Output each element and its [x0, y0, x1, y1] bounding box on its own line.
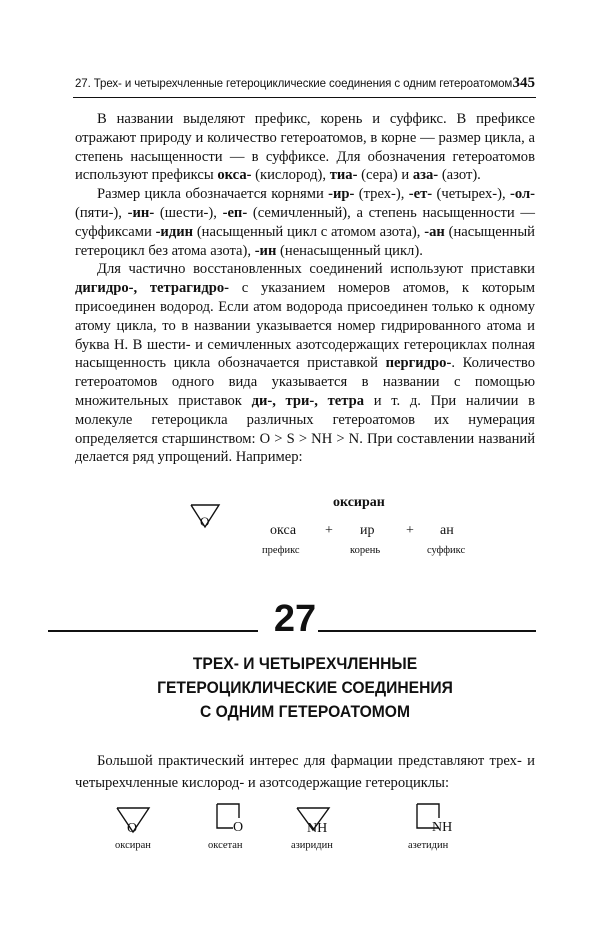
azetidine-atom: NH — [432, 820, 453, 835]
oxirane-name: оксиран — [115, 840, 151, 851]
paragraph-1: В названии выделяют префикс, корень и суффикс. В префиксе отражают природу и количество гетероатомов, в корне — размер цикла, а степень насыщенности — в суффиксе. Для обозначения гетероатомов используют префиксы окса- (кислород), тиа- (сера) и аза- (азот). — [75, 111, 535, 184]
heterocycle-structures — [95, 800, 535, 860]
role-root: корень — [350, 545, 381, 556]
chapter-rule-right — [318, 630, 536, 632]
example-plus-2: + — [406, 523, 414, 538]
chapter-number: 27 — [273, 598, 317, 640]
chapter-heading — [0, 600, 600, 650]
page-number: 345 — [512, 75, 535, 91]
example-plus-1: + — [325, 523, 333, 538]
example-part-root: ир — [360, 523, 375, 538]
example-compound-name: оксиран — [333, 495, 385, 510]
chapter-title: ТРЕХ- И ЧЕТЫРЕХЧЛЕННЫЕ ГЕТЕРОЦИКЛИЧЕСКИЕ СОЕДИНЕНИЯ С ОДНИМ ГЕТЕРОАТОМОМ — [157, 654, 453, 721]
oxirane-atom: O — [127, 821, 138, 836]
body-text — [75, 110, 535, 467]
role-suffix: суффикс — [427, 545, 466, 556]
oxetane-atom: O — [233, 820, 244, 835]
paragraph-3: Для частично восстановленных соединений используют приставки дигидро-, тетрагидро- с указанием номеров атомов, к которым присоединен водород. Если атом водорода присоединен только к одному атому цикла, то в названии указывается номер гидрированного атома и буква Н. В шести- и семичленных азотсодержащих гетероциклах полная насыщенность цикла обозначается приставкой пергидро-. Количество гетероатомов одного вида указывается в названии с помощью множительных приставок ди-, три-, тетра и т. д. При наличии в молекуле гетероцикла различных гетероатомов их нумерация определяется старшинством: O > S > NH > N. При составлении названий делается ряд упрощений. Например: — [75, 261, 535, 466]
aziridine-name: азиридин — [291, 840, 333, 851]
running-title: 27. Трех- и четырехчленные гетероциклические соединения с одним гетероатомом — [75, 78, 513, 90]
paragraph-2: Размер цикла обозначается корнями -ир- (трех-), -ет- (четырех-), -ол- (пяти-), -ин- (шести-), -еп- (семичленный), а степень насыщенности — суффиксами -идин (насыщенный цикл с атомом азота), -ан (насыщенный гетероцикл без атома азота), -ин (ненасыщенный цикл). — [75, 186, 535, 259]
azetidine-name: азетидин — [408, 840, 449, 851]
chapter-rule-left — [48, 630, 258, 632]
oxirane-atom-label: O — [200, 514, 210, 529]
header-rule — [73, 97, 536, 98]
running-header — [75, 75, 535, 95]
oxetane-name: оксетан — [208, 840, 243, 851]
example-part-prefix: окса — [270, 523, 297, 538]
intro-text: Большой практический интерес для фармации представляют трех- и четырехчленные кислород- и азотсодержащие гетероциклы: — [75, 753, 535, 791]
oxirane-naming-example — [185, 495, 545, 565]
aziridine-atom: NH — [307, 821, 328, 836]
role-prefix: префикс — [262, 545, 300, 556]
example-part-suffix: ан — [440, 523, 454, 538]
